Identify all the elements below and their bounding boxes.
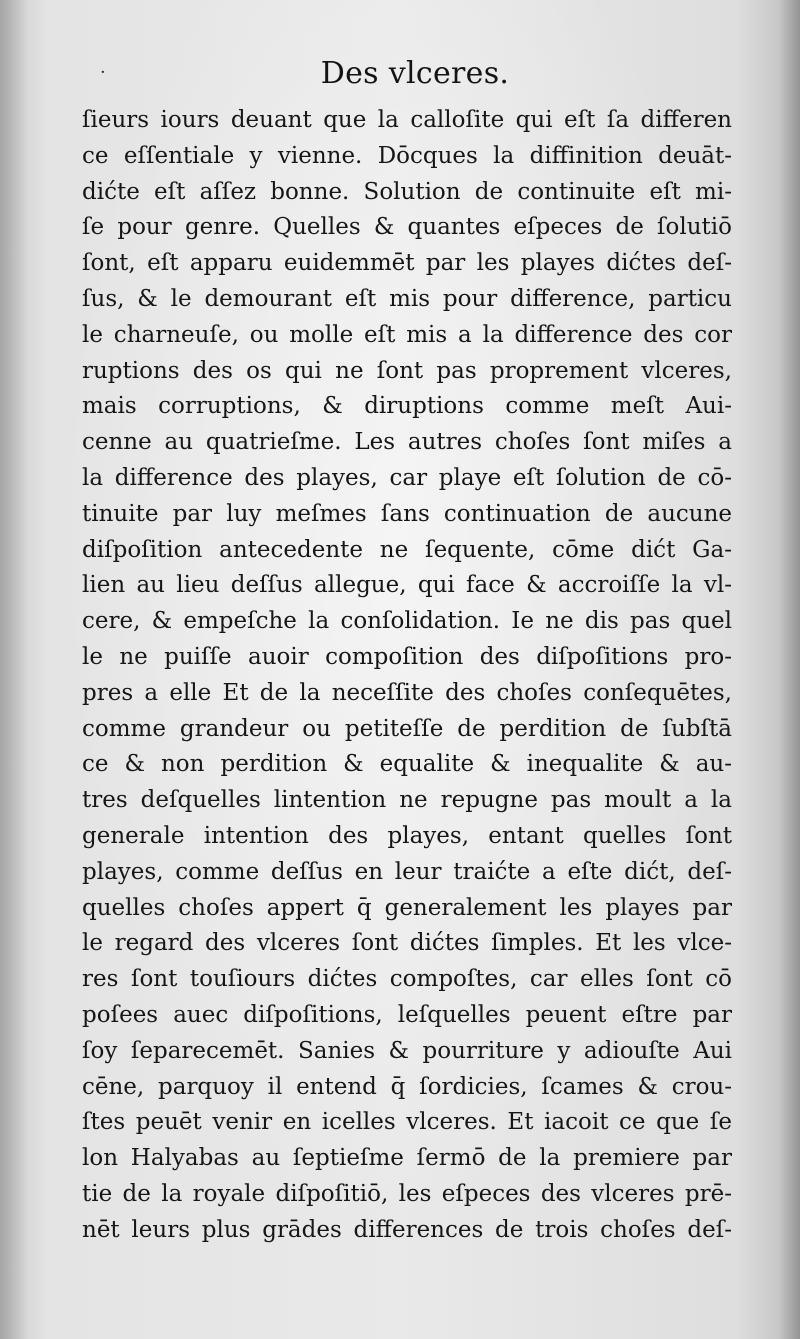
text-line: tie de la royale diſpoſitiō, les eſpeces des vlceres prē- [82, 1180, 732, 1207]
text-line: nēt leurs plus grādes differences de trois choſes deſ- [82, 1216, 732, 1243]
text-line: ſtes peuēt venir en icelles vlceres. Et iacoit ce que ſe [82, 1109, 732, 1136]
text-line: diſpoſition antecedente ne ſequente, cōme dićt Ga- [82, 536, 732, 563]
running-head: Des vlceres. [320, 56, 510, 91]
text-line: ſus, & le demourant eſt mis pour difference, particu [82, 285, 732, 312]
text-line: ſoy ſeparecemēt. Sanies & pourriture y adiouſte Aui [82, 1037, 732, 1064]
text-line: la difference des playes, car playe eſt ſolution de cō- [82, 464, 732, 491]
text-line: lien au lieu deſſus allegue, qui face & accroiſſe la vl- [82, 572, 732, 599]
text-line: ſieurs iours deuant que la calloſite qui eſt ſa differen [82, 107, 732, 133]
text-line: res ſont touſiours dićtes compoſtes, car elles ſont cō [82, 966, 732, 993]
text-line: cēne, parquoy il entend q̄ ſordicies, ſcames & crou- [82, 1073, 732, 1100]
text-line: tinuite par luy meſmes ſans continuation de aucune [82, 500, 732, 527]
text-line: tres deſquelles lintention ne repugne pas moult a la [82, 787, 732, 814]
text-line: poſees auec diſpoſitions, leſquelles peuent eſtre par [82, 1001, 732, 1028]
text-line: le charneuſe, ou molle eſt mis a la difference des cor [82, 321, 732, 348]
text-line: mais corruptions, & diruptions comme meſt Aui- [82, 393, 732, 420]
text-line: generale intention des playes, entant quelles ſont [82, 822, 732, 849]
text-line: pres a elle Et de la neceſſite des choſes conſequētes, [82, 679, 732, 706]
text-line: lon Halyabas au ſeptieſme ſermō de la premiere par [82, 1145, 732, 1172]
text-line: comme grandeur ou petiteſſe de perdition de ſubſtā [82, 715, 732, 742]
body-text [82, 103, 732, 1249]
text-line: ce & non perdition & equalite & inequalite & au- [82, 751, 732, 778]
text-line: dićte eſt aſſez bonne. Solution de continuite eſt mi- [82, 178, 732, 205]
text-line: le ne puiſſe auoir compoſition des diſpoſitions pro- [82, 643, 732, 670]
text-line: quelles choſes appert q̄ generalement les playes par [82, 894, 732, 921]
text-line: ce eſſentiale y vienne. Dōcques la diffinition deuāt- [82, 142, 732, 169]
text-line: ruptions des os qui ne ſont pas proprement vlceres, [82, 357, 732, 384]
text-line: cenne au quatrieſme. Les autres choſes ſont miſes a [82, 429, 732, 456]
text-line: playes, comme deſſus en leur traićte a eſte dićt, deſ- [82, 858, 732, 885]
text-line: le regard des vlceres ſont dićtes ſimples. Et les vlce- [82, 930, 732, 957]
stray-mark: · [100, 62, 106, 83]
text-line: ſe pour genre. Quelles & quantes eſpeces de ſolutiō [82, 214, 732, 241]
text-line: cere, & empeſche la conſolidation. Ie ne dis pas quel [82, 608, 732, 635]
text-line: ſont, eſt apparu euidemmēt par les playes dićtes deſ- [82, 250, 732, 277]
